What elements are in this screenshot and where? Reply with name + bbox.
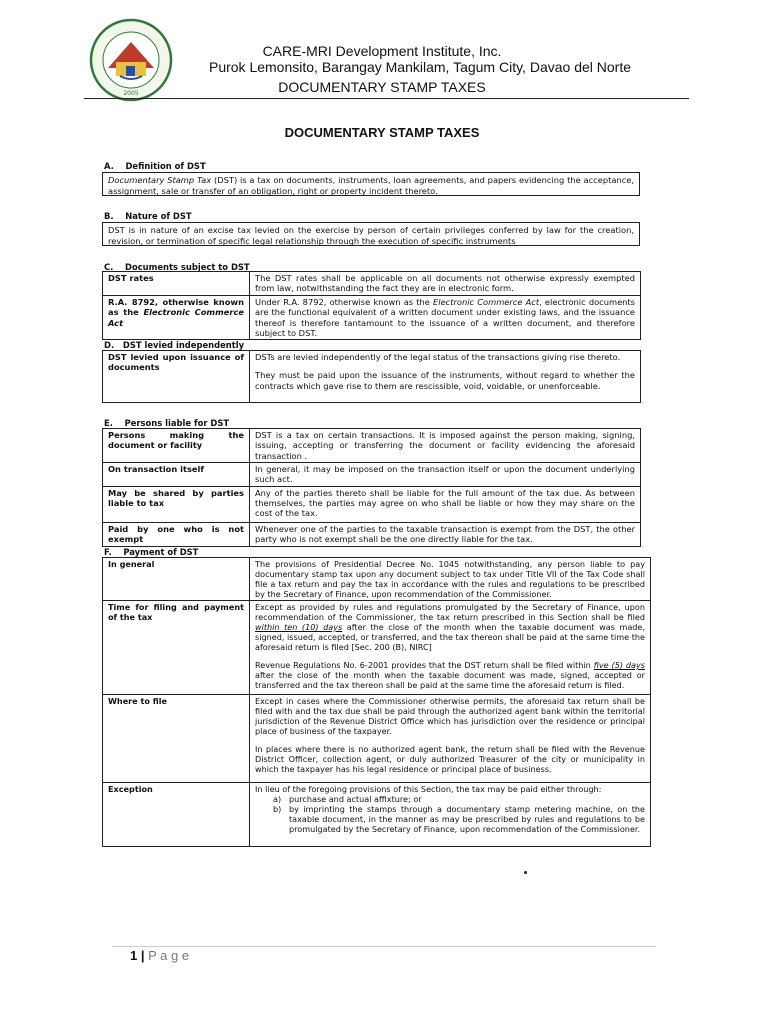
- stray-dot: [524, 871, 527, 874]
- list-item: b) by imprinting the stamps through a documentary stamp metering machine, on the taxable document, in the manner as may be prescribed by rules and regulations to be promulgated by the Secretary of Finance, upon recommendation of the Commissioner.: [273, 804, 645, 834]
- persons-table: [102, 428, 641, 547]
- value-emphasis: Electronic Commerce Act: [433, 297, 540, 307]
- row-value: [250, 351, 641, 403]
- row-value: [250, 695, 651, 783]
- seal-year: 2005: [123, 90, 139, 97]
- table-row: [103, 558, 651, 601]
- row-key: Paid by one who is not exempt: [103, 522, 250, 546]
- row-key: Persons making the document or facility: [103, 429, 250, 463]
- value-text-end: , electronic documents are the functional equivalent of a written document under existing laws, and the issuance thereof is therefore tantamount to the issuance of a written document, and therefore subject to DST.: [255, 297, 636, 338]
- nature-box: [102, 222, 640, 246]
- within-ten-days: within ten (10) days: [255, 622, 343, 632]
- value-text: Under R.A. 8792, otherwise known as the: [255, 297, 434, 307]
- row-value: Whenever one of the parties to the taxable transaction is exempt from the DST, the other party who is not exempt shall be the one directly liable for the tax.: [250, 522, 641, 546]
- org-address: Purok Lemonsito, Barangay Mankilam, Tagum City, Davao del Norte: [208, 59, 631, 75]
- footer-rule: [112, 946, 656, 947]
- documents-table: [102, 271, 641, 340]
- row-key: Exception: [103, 783, 250, 847]
- levied-p2: They must be paid upon the issuance of the instruments, without regard to whether the contracts which gave rise to them are rescissible, void, voidable, or unenforceable.: [255, 370, 635, 391]
- table-row: [103, 783, 651, 847]
- header-subtitle: DOCUMENTARY STAMP TAXES: [278, 79, 486, 95]
- page-title: DOCUMENTARY STAMP TAXES: [284, 125, 480, 140]
- section-a-heading: A. Definition of DST: [104, 161, 206, 171]
- within-five-days: five (5) days: [593, 660, 645, 670]
- section-e-heading: E. Persons liable for DST: [104, 418, 230, 428]
- page-footer: [130, 948, 189, 963]
- definition-term: Documentary Stamp Tax: [108, 175, 212, 185]
- time-p1: Except as provided by rules and regulations promulgated by the Secretary of Finance, upon recommendation of the Commissioner, the tax return prescribed in this Section shall be filed within ten (10) days after the close of the month when the taxable document was made, signed, issued, accepted, or transferred, and the tax thereon shall be paid at the same time the aforesaid return is filed [Sec. 200 (B), NIRC]: [255, 602, 645, 652]
- row-key: [103, 296, 250, 340]
- row-value: [250, 296, 641, 340]
- section-b-heading: B. Nature of DST: [104, 211, 192, 221]
- table-row: [103, 429, 641, 463]
- row-key: DST rates: [103, 272, 250, 296]
- where-p2: In places where there is no authorized agent bank, the return shall be filed with the Revenue District Officer, collection agent, or duly authorized Treasurer of the city or municipality in which the taxpayer has his legal residence or principal place of business.: [255, 744, 645, 774]
- row-key: In general: [103, 558, 250, 601]
- table-row: [103, 296, 641, 340]
- row-value: In general, it may be imposed on the transaction itself or upon the document underlying such act.: [250, 462, 641, 486]
- row-key: May be shared by parties liable to tax: [103, 486, 250, 522]
- table-row: [103, 601, 651, 695]
- list-item: a) purchase and actual affixture; or: [273, 794, 422, 804]
- table-row: [103, 695, 651, 783]
- row-value: DST is a tax on certain transactions. It is imposed against the person making, signing, issuing, accepting or transferring the document or facility evidencing the aforesaid transaction .: [250, 429, 641, 463]
- table-row: [103, 462, 641, 486]
- row-value: The DST rates shall be applicable on all documents not otherwise expressly exempted from law, notwithstanding the fact they are in electronic form.: [250, 272, 641, 296]
- row-value: [250, 601, 651, 695]
- payment-table: [102, 557, 651, 847]
- page-number: 1: [130, 948, 138, 963]
- row-key: On transaction itself: [103, 462, 250, 486]
- table-row: [103, 486, 641, 522]
- where-p1: Except in cases where the Commissioner otherwise permits, the aforesaid tax return shall be filed with and the tax due shall be paid through the authorized agent bank within the territorial jurisdiction of the Revenue District Office which has jurisdiction over the residence or principal place of business of the taxpayer.: [255, 696, 645, 736]
- row-value: The provisions of Presidential Decree No. 1045 notwithstanding, any person liable to pay documentary stamp tax upon any document subject to tax under Title VII of the Tax Code shall file a tax return and pay the tax in accordance with the rules and regulations to be prescribed by the Secretary of Finance, upon recommendation of the Commissioner.: [250, 558, 651, 601]
- levied-p1: DSTs are levied independently of the legal status of the transactions giving rise thereto.: [255, 352, 621, 362]
- row-key: Where to file: [103, 695, 250, 783]
- table-row: [103, 522, 641, 546]
- org-name: CARE-MRI Development Institute, Inc.: [262, 43, 502, 59]
- table-row: [103, 272, 641, 296]
- page-separator: |: [137, 948, 149, 963]
- definition-box: [102, 172, 640, 196]
- nature-text: DST is in nature of an excise tax levied on the exercise by person of certain privileges conferred by law for the creation, revision, or termination of specific legal relationship through the execution of specific instruments: [108, 225, 634, 246]
- key-text: R.A. 8792, otherwise known as the: [108, 297, 244, 318]
- page-word: P a g e: [148, 948, 190, 963]
- row-value: [250, 783, 651, 847]
- table-row: [103, 351, 641, 403]
- row-key: Time for filing and payment of the tax: [103, 601, 250, 695]
- exception-intro: In lieu of the foregoing provisions of this Section, the tax may be paid either through:: [255, 784, 602, 794]
- header-rule: [84, 98, 689, 99]
- section-f-heading: F. Payment of DST: [104, 547, 199, 557]
- section-c-heading: C. Documents subject to DST: [104, 262, 250, 272]
- row-value: Any of the parties thereto shall be liable for the full amount of the tax due. As between themselves, the parties may agree on who shall be liable or how they may share on the cost of the tax.: [250, 486, 641, 522]
- key-emphasis: Electronic Commerce Act: [108, 307, 244, 328]
- definition-text: (DST) is a tax on documents, instruments, loan agreements, and papers evidencing the acceptance, assignment, sale or transfer of an obligation, right or property incident thereto.: [108, 175, 635, 196]
- time-p2: Revenue Regulations No. 6-2001 provides that the DST return shall be filed within five (5) days after the close of the month when the taxable document was made, signed, accepted or transferred and the tax thereon shall be paid at the same time the aforesaid return is filed.: [255, 660, 645, 690]
- section-d-heading: D. DST levied independently: [104, 340, 245, 350]
- levied-table: [102, 350, 641, 403]
- row-key: DST levied upon issuance of documents: [103, 351, 250, 403]
